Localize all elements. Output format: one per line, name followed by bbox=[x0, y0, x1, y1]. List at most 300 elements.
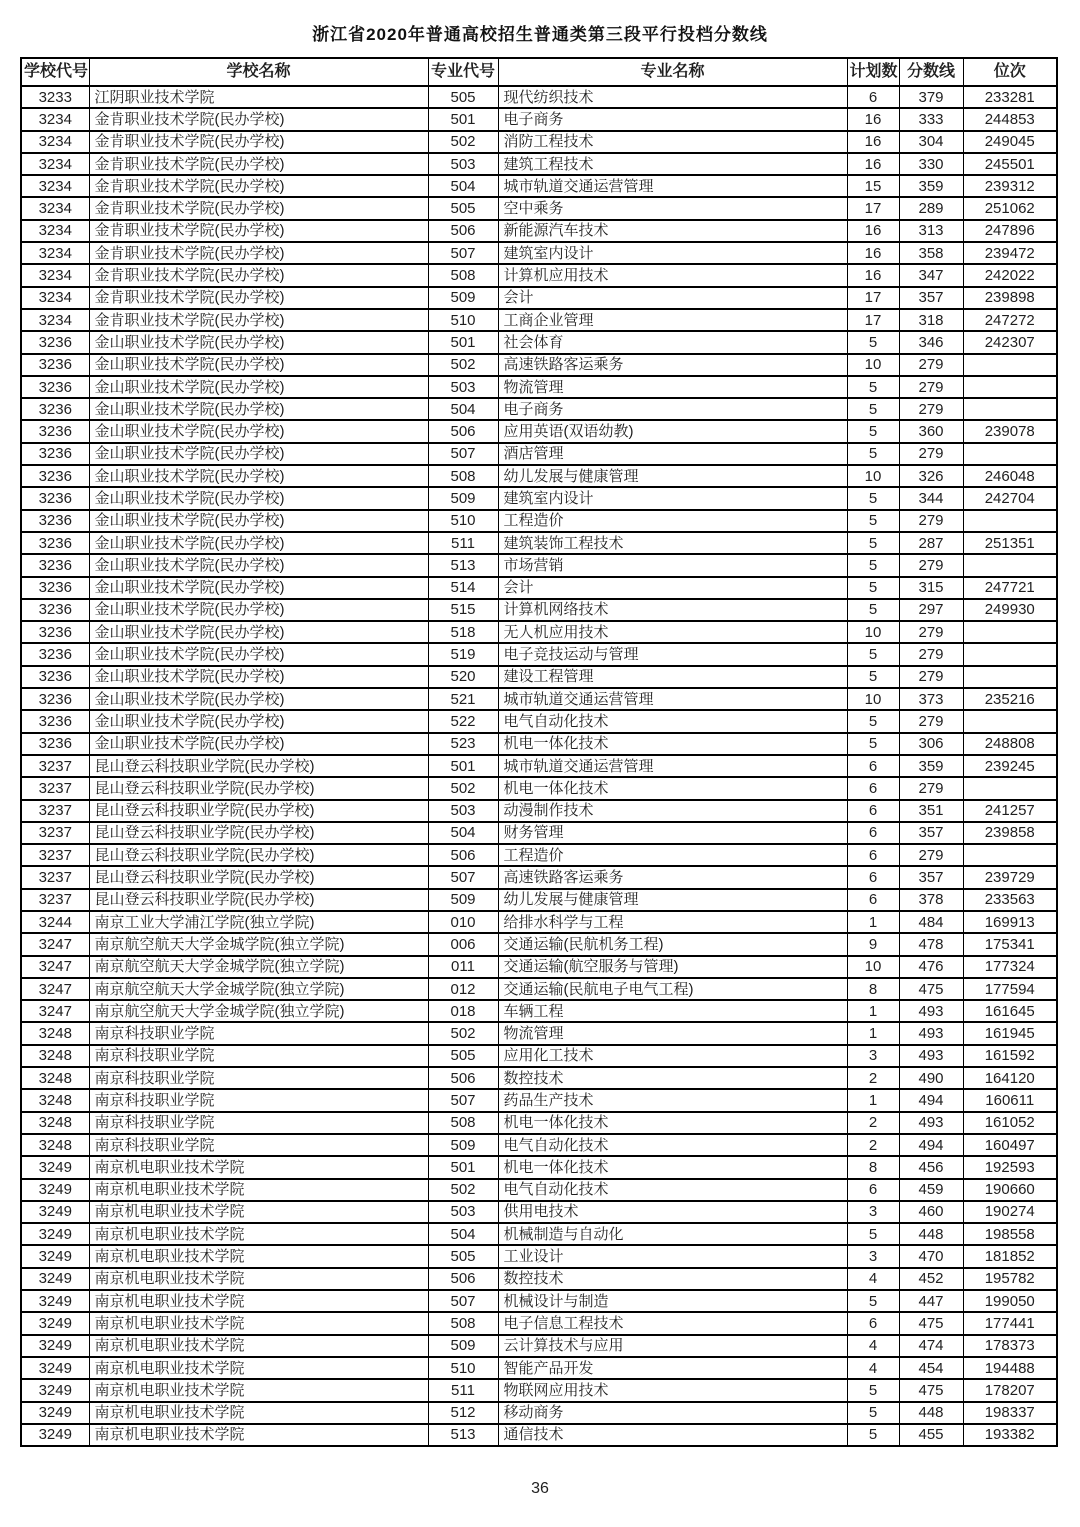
cell-score-line: 493 bbox=[899, 1045, 963, 1067]
cell-school-name: 南京机电职业技术学院 bbox=[89, 1268, 428, 1290]
cell-major-name: 电子竞技运动与管理 bbox=[498, 643, 847, 665]
cell-major-code: 010 bbox=[428, 911, 498, 933]
cell-major-code: 006 bbox=[428, 933, 498, 955]
cell-school-name: 金山职业技术学院(民办学校) bbox=[89, 331, 428, 353]
cell-school-code: 3233 bbox=[21, 86, 89, 108]
cell-major-code: 513 bbox=[428, 1424, 498, 1446]
cell-school-name: 南京科技职业学院 bbox=[89, 1022, 428, 1044]
cell-plan-count: 5 bbox=[847, 1290, 899, 1312]
cell-major-name: 机械设计与制造 bbox=[498, 1290, 847, 1312]
cell-rank: 161945 bbox=[963, 1022, 1057, 1044]
cell-major-name: 工程造价 bbox=[498, 510, 847, 532]
cell-school-code: 3249 bbox=[21, 1156, 89, 1178]
table-row bbox=[21, 532, 1057, 554]
cell-school-name: 南京机电职业技术学院 bbox=[89, 1312, 428, 1334]
cell-school-name: 南京科技职业学院 bbox=[89, 1134, 428, 1156]
cell-major-name: 城市轨道交通运营管理 bbox=[498, 755, 847, 777]
table-row bbox=[21, 643, 1057, 665]
cell-major-code: 507 bbox=[428, 1089, 498, 1111]
cell-school-name: 金山职业技术学院(民办学校) bbox=[89, 487, 428, 509]
cell-major-name: 应用英语(双语幼教) bbox=[498, 420, 847, 442]
cell-school-code: 3236 bbox=[21, 487, 89, 509]
cell-school-name: 金肯职业技术学院(民办学校) bbox=[89, 242, 428, 264]
cell-school-code: 3249 bbox=[21, 1335, 89, 1357]
cell-rank: 164120 bbox=[963, 1067, 1057, 1089]
cell-plan-count: 5 bbox=[847, 443, 899, 465]
cell-plan-count: 16 bbox=[847, 242, 899, 264]
table-row bbox=[21, 621, 1057, 643]
cell-score-line: 452 bbox=[899, 1268, 963, 1290]
cell-plan-count: 6 bbox=[847, 86, 899, 108]
column-header-rank: 位次 bbox=[963, 58, 1057, 86]
cell-major-name: 电气自动化技术 bbox=[498, 1179, 847, 1201]
cell-rank: 251351 bbox=[963, 532, 1057, 554]
cell-rank: 178207 bbox=[963, 1379, 1057, 1401]
cell-school-code: 3248 bbox=[21, 1067, 89, 1089]
cell-score-line: 456 bbox=[899, 1156, 963, 1178]
table-row bbox=[21, 86, 1057, 108]
cell-score-line: 330 bbox=[899, 153, 963, 175]
table-row bbox=[21, 1335, 1057, 1357]
cell-plan-count: 5 bbox=[847, 1379, 899, 1401]
table-row bbox=[21, 577, 1057, 599]
cell-rank bbox=[963, 844, 1057, 866]
cell-rank: 239858 bbox=[963, 822, 1057, 844]
cell-plan-count: 3 bbox=[847, 1245, 899, 1267]
cell-school-name: 南京机电职业技术学院 bbox=[89, 1357, 428, 1379]
cell-major-code: 510 bbox=[428, 1357, 498, 1379]
cell-school-name: 南京科技职业学院 bbox=[89, 1067, 428, 1089]
table-row bbox=[21, 398, 1057, 420]
cell-school-name: 金肯职业技术学院(民办学校) bbox=[89, 197, 428, 219]
cell-plan-count: 5 bbox=[847, 1424, 899, 1446]
cell-school-name: 南京机电职业技术学院 bbox=[89, 1245, 428, 1267]
cell-score-line: 333 bbox=[899, 108, 963, 130]
cell-plan-count: 10 bbox=[847, 688, 899, 710]
cell-major-name: 酒店管理 bbox=[498, 443, 847, 465]
cell-school-code: 3237 bbox=[21, 800, 89, 822]
cell-school-code: 3249 bbox=[21, 1201, 89, 1223]
cell-score-line: 493 bbox=[899, 1022, 963, 1044]
cell-rank bbox=[963, 621, 1057, 643]
cell-major-code: 511 bbox=[428, 532, 498, 554]
cell-plan-count: 4 bbox=[847, 1357, 899, 1379]
cell-major-name: 动漫制作技术 bbox=[498, 800, 847, 822]
cell-school-code: 3247 bbox=[21, 933, 89, 955]
cell-school-name: 金山职业技术学院(民办学校) bbox=[89, 643, 428, 665]
cell-school-name: 南京航空航天大学金城学院(独立学院) bbox=[89, 933, 428, 955]
cell-rank: 239729 bbox=[963, 866, 1057, 888]
cell-major-name: 会计 bbox=[498, 287, 847, 309]
cell-score-line: 359 bbox=[899, 175, 963, 197]
cell-major-code: 503 bbox=[428, 800, 498, 822]
cell-score-line: 346 bbox=[899, 331, 963, 353]
cell-school-name: 金肯职业技术学院(民办学校) bbox=[89, 153, 428, 175]
cell-school-name: 金山职业技术学院(民办学校) bbox=[89, 710, 428, 732]
table-row bbox=[21, 1245, 1057, 1267]
cell-score-line: 318 bbox=[899, 309, 963, 331]
cell-major-name: 工业设计 bbox=[498, 1245, 847, 1267]
score-table-body bbox=[21, 86, 1057, 1446]
cell-school-name: 南京机电职业技术学院 bbox=[89, 1156, 428, 1178]
cell-school-code: 3236 bbox=[21, 443, 89, 465]
cell-score-line: 357 bbox=[899, 822, 963, 844]
table-row bbox=[21, 108, 1057, 130]
cell-score-line: 279 bbox=[899, 398, 963, 420]
cell-school-code: 3248 bbox=[21, 1045, 89, 1067]
cell-plan-count: 16 bbox=[847, 220, 899, 242]
cell-rank bbox=[963, 443, 1057, 465]
cell-rank: 245501 bbox=[963, 153, 1057, 175]
cell-rank: 161052 bbox=[963, 1112, 1057, 1134]
cell-rank: 246048 bbox=[963, 465, 1057, 487]
cell-school-code: 3236 bbox=[21, 643, 89, 665]
cell-score-line: 448 bbox=[899, 1402, 963, 1424]
table-row bbox=[21, 354, 1057, 376]
cell-major-name: 电子商务 bbox=[498, 398, 847, 420]
table-row bbox=[21, 933, 1057, 955]
cell-major-code: 510 bbox=[428, 309, 498, 331]
table-row bbox=[21, 1201, 1057, 1223]
cell-rank: 193382 bbox=[963, 1424, 1057, 1446]
cell-score-line: 470 bbox=[899, 1245, 963, 1267]
table-row bbox=[21, 465, 1057, 487]
cell-school-code: 3237 bbox=[21, 844, 89, 866]
cell-major-name: 药品生产技术 bbox=[498, 1089, 847, 1111]
page-title: 浙江省2020年普通高校招生普通类第三段平行投档分数线 bbox=[312, 25, 768, 44]
cell-school-code: 3237 bbox=[21, 777, 89, 799]
cell-major-code: 520 bbox=[428, 666, 498, 688]
table-row bbox=[21, 1312, 1057, 1334]
cell-major-name: 消防工程技术 bbox=[498, 131, 847, 153]
cell-plan-count: 5 bbox=[847, 599, 899, 621]
cell-major-code: 504 bbox=[428, 175, 498, 197]
cell-major-code: 502 bbox=[428, 777, 498, 799]
cell-rank: 177441 bbox=[963, 1312, 1057, 1334]
column-header-major-code: 专业代号 bbox=[428, 58, 498, 86]
cell-school-name: 南京科技职业学院 bbox=[89, 1089, 428, 1111]
cell-school-name: 南京航空航天大学金城学院(独立学院) bbox=[89, 1000, 428, 1022]
cell-score-line: 279 bbox=[899, 510, 963, 532]
cell-rank bbox=[963, 777, 1057, 799]
cell-rank bbox=[963, 643, 1057, 665]
cell-score-line: 351 bbox=[899, 800, 963, 822]
cell-score-line: 460 bbox=[899, 1201, 963, 1223]
cell-rank: 242307 bbox=[963, 331, 1057, 353]
cell-score-line: 313 bbox=[899, 220, 963, 242]
cell-school-name: 江阴职业技术学院 bbox=[89, 86, 428, 108]
cell-plan-count: 6 bbox=[847, 822, 899, 844]
cell-major-code: 018 bbox=[428, 1000, 498, 1022]
cell-rank: 181852 bbox=[963, 1245, 1057, 1267]
cell-school-code: 3248 bbox=[21, 1022, 89, 1044]
cell-school-code: 3244 bbox=[21, 911, 89, 933]
cell-score-line: 373 bbox=[899, 688, 963, 710]
cell-plan-count: 5 bbox=[847, 666, 899, 688]
cell-major-name: 城市轨道交通运营管理 bbox=[498, 175, 847, 197]
cell-school-name: 金山职业技术学院(民办学校) bbox=[89, 376, 428, 398]
cell-school-name: 昆山登云科技职业学院(民办学校) bbox=[89, 777, 428, 799]
cell-plan-count: 8 bbox=[847, 1156, 899, 1178]
cell-rank: 244853 bbox=[963, 108, 1057, 130]
cell-major-name: 交通运输(航空服务与管理) bbox=[498, 956, 847, 978]
cell-plan-count: 16 bbox=[847, 264, 899, 286]
cell-major-code: 515 bbox=[428, 599, 498, 621]
cell-rank: 198337 bbox=[963, 1402, 1057, 1424]
cell-major-name: 新能源汽车技术 bbox=[498, 220, 847, 242]
cell-rank: 190660 bbox=[963, 1179, 1057, 1201]
cell-school-code: 3236 bbox=[21, 554, 89, 576]
cell-rank: 177594 bbox=[963, 978, 1057, 1000]
cell-rank bbox=[963, 510, 1057, 532]
cell-score-line: 279 bbox=[899, 554, 963, 576]
cell-school-name: 金山职业技术学院(民办学校) bbox=[89, 688, 428, 710]
cell-major-name: 电子商务 bbox=[498, 108, 847, 130]
cell-major-name: 机电一体化技术 bbox=[498, 1112, 847, 1134]
cell-major-code: 503 bbox=[428, 153, 498, 175]
cell-school-code: 3236 bbox=[21, 599, 89, 621]
cell-major-name: 建筑室内设计 bbox=[498, 487, 847, 509]
cell-major-name: 工商企业管理 bbox=[498, 309, 847, 331]
table-row bbox=[21, 733, 1057, 755]
cell-school-name: 南京航空航天大学金城学院(独立学院) bbox=[89, 956, 428, 978]
cell-school-name: 南京机电职业技术学院 bbox=[89, 1424, 428, 1446]
cell-score-line: 476 bbox=[899, 956, 963, 978]
cell-school-code: 3248 bbox=[21, 1112, 89, 1134]
table-row bbox=[21, 844, 1057, 866]
cell-school-code: 3248 bbox=[21, 1089, 89, 1111]
cell-rank: 251062 bbox=[963, 197, 1057, 219]
cell-major-code: 504 bbox=[428, 1223, 498, 1245]
table-row bbox=[21, 1000, 1057, 1022]
cell-plan-count: 15 bbox=[847, 175, 899, 197]
cell-rank: 178373 bbox=[963, 1335, 1057, 1357]
cell-score-line: 459 bbox=[899, 1179, 963, 1201]
cell-major-code: 508 bbox=[428, 264, 498, 286]
cell-plan-count: 1 bbox=[847, 1089, 899, 1111]
cell-rank: 199050 bbox=[963, 1290, 1057, 1312]
table-row bbox=[21, 153, 1057, 175]
cell-school-code: 3234 bbox=[21, 197, 89, 219]
cell-school-code: 3249 bbox=[21, 1312, 89, 1334]
cell-rank bbox=[963, 554, 1057, 576]
cell-major-name: 交通运输(民航电子电气工程) bbox=[498, 978, 847, 1000]
cell-rank: 235216 bbox=[963, 688, 1057, 710]
cell-plan-count: 10 bbox=[847, 956, 899, 978]
table-row bbox=[21, 911, 1057, 933]
table-row bbox=[21, 1134, 1057, 1156]
cell-rank: 169913 bbox=[963, 911, 1057, 933]
cell-plan-count: 16 bbox=[847, 108, 899, 130]
cell-major-code: 504 bbox=[428, 398, 498, 420]
cell-score-line: 493 bbox=[899, 1000, 963, 1022]
cell-major-code: 508 bbox=[428, 1312, 498, 1334]
cell-rank: 247896 bbox=[963, 220, 1057, 242]
cell-school-code: 3247 bbox=[21, 978, 89, 1000]
cell-major-code: 505 bbox=[428, 197, 498, 219]
cell-score-line: 279 bbox=[899, 844, 963, 866]
cell-school-name: 南京机电职业技术学院 bbox=[89, 1402, 428, 1424]
cell-major-code: 512 bbox=[428, 1402, 498, 1424]
cell-major-name: 通信技术 bbox=[498, 1424, 847, 1446]
cell-major-code: 507 bbox=[428, 242, 498, 264]
cell-major-name: 电气自动化技术 bbox=[498, 1134, 847, 1156]
cell-score-line: 494 bbox=[899, 1089, 963, 1111]
cell-rank: 242022 bbox=[963, 264, 1057, 286]
cell-major-name: 市场营销 bbox=[498, 554, 847, 576]
cell-school-name: 金肯职业技术学院(民办学校) bbox=[89, 220, 428, 242]
cell-plan-count: 10 bbox=[847, 465, 899, 487]
cell-major-code: 501 bbox=[428, 755, 498, 777]
cell-school-code: 3236 bbox=[21, 354, 89, 376]
cell-major-name: 现代纺织技术 bbox=[498, 86, 847, 108]
cell-rank bbox=[963, 666, 1057, 688]
cell-major-code: 509 bbox=[428, 1134, 498, 1156]
cell-score-line: 279 bbox=[899, 666, 963, 688]
cell-score-line: 475 bbox=[899, 978, 963, 1000]
cell-rank: 242704 bbox=[963, 487, 1057, 509]
cell-score-line: 490 bbox=[899, 1067, 963, 1089]
cell-score-line: 279 bbox=[899, 643, 963, 665]
cell-school-name: 金肯职业技术学院(民办学校) bbox=[89, 309, 428, 331]
cell-major-name: 机电一体化技术 bbox=[498, 777, 847, 799]
cell-major-code: 505 bbox=[428, 1045, 498, 1067]
cell-school-code: 3237 bbox=[21, 866, 89, 888]
cell-major-name: 幼儿发展与健康管理 bbox=[498, 889, 847, 911]
cell-school-name: 金山职业技术学院(民办学校) bbox=[89, 465, 428, 487]
cell-school-name: 南京航空航天大学金城学院(独立学院) bbox=[89, 978, 428, 1000]
cell-school-code: 3249 bbox=[21, 1424, 89, 1446]
table-row bbox=[21, 755, 1057, 777]
cell-major-code: 514 bbox=[428, 577, 498, 599]
cell-major-code: 507 bbox=[428, 443, 498, 465]
cell-rank: 190274 bbox=[963, 1201, 1057, 1223]
cell-school-code: 3249 bbox=[21, 1223, 89, 1245]
cell-major-name: 交通运输(民航机务工程) bbox=[498, 933, 847, 955]
cell-rank bbox=[963, 398, 1057, 420]
cell-school-name: 金肯职业技术学院(民办学校) bbox=[89, 175, 428, 197]
cell-score-line: 360 bbox=[899, 420, 963, 442]
cell-rank: 233563 bbox=[963, 889, 1057, 911]
cell-plan-count: 5 bbox=[847, 487, 899, 509]
table-row bbox=[21, 175, 1057, 197]
cell-plan-count: 6 bbox=[847, 889, 899, 911]
table-row bbox=[21, 1290, 1057, 1312]
cell-major-name: 移动商务 bbox=[498, 1402, 847, 1424]
cell-rank: 239078 bbox=[963, 420, 1057, 442]
column-header-school-name: 学校名称 bbox=[89, 58, 428, 86]
cell-rank: 161592 bbox=[963, 1045, 1057, 1067]
cell-school-name: 昆山登云科技职业学院(民办学校) bbox=[89, 822, 428, 844]
cell-plan-count: 10 bbox=[847, 621, 899, 643]
cell-rank: 241257 bbox=[963, 800, 1057, 822]
cell-school-code: 3234 bbox=[21, 220, 89, 242]
cell-major-code: 502 bbox=[428, 354, 498, 376]
table-row bbox=[21, 264, 1057, 286]
cell-rank bbox=[963, 710, 1057, 732]
cell-school-name: 金山职业技术学院(民办学校) bbox=[89, 733, 428, 755]
cell-major-name: 计算机应用技术 bbox=[498, 264, 847, 286]
table-row bbox=[21, 889, 1057, 911]
cell-school-name: 金山职业技术学院(民办学校) bbox=[89, 621, 428, 643]
cell-plan-count: 6 bbox=[847, 844, 899, 866]
table-row bbox=[21, 800, 1057, 822]
cell-rank: 249045 bbox=[963, 131, 1057, 153]
table-row bbox=[21, 978, 1057, 1000]
cell-rank: 192593 bbox=[963, 1156, 1057, 1178]
cell-plan-count: 17 bbox=[847, 287, 899, 309]
table-row bbox=[21, 1022, 1057, 1044]
cell-major-name: 物流管理 bbox=[498, 1022, 847, 1044]
cell-rank: 239472 bbox=[963, 242, 1057, 264]
cell-school-code: 3236 bbox=[21, 376, 89, 398]
cell-major-code: 506 bbox=[428, 1067, 498, 1089]
cell-score-line: 478 bbox=[899, 933, 963, 955]
cell-score-line: 297 bbox=[899, 599, 963, 621]
cell-rank: 160497 bbox=[963, 1134, 1057, 1156]
cell-rank: 239245 bbox=[963, 755, 1057, 777]
cell-plan-count: 5 bbox=[847, 376, 899, 398]
table-row bbox=[21, 376, 1057, 398]
cell-score-line: 475 bbox=[899, 1312, 963, 1334]
cell-major-code: 509 bbox=[428, 889, 498, 911]
cell-school-code: 3236 bbox=[21, 420, 89, 442]
cell-school-name: 南京机电职业技术学院 bbox=[89, 1290, 428, 1312]
table-row bbox=[21, 1402, 1057, 1424]
cell-school-code: 3234 bbox=[21, 242, 89, 264]
cell-rank bbox=[963, 354, 1057, 376]
table-row bbox=[21, 487, 1057, 509]
cell-plan-count: 5 bbox=[847, 532, 899, 554]
cell-major-code: 506 bbox=[428, 1268, 498, 1290]
cell-school-code: 3236 bbox=[21, 398, 89, 420]
cell-score-line: 347 bbox=[899, 264, 963, 286]
cell-rank: 160611 bbox=[963, 1089, 1057, 1111]
cell-major-code: 518 bbox=[428, 621, 498, 643]
cell-school-name: 金山职业技术学院(民办学校) bbox=[89, 599, 428, 621]
cell-school-code: 3237 bbox=[21, 822, 89, 844]
cell-major-code: 507 bbox=[428, 1290, 498, 1312]
table-row bbox=[21, 1424, 1057, 1446]
table-row bbox=[21, 777, 1057, 799]
cell-plan-count: 16 bbox=[847, 153, 899, 175]
cell-rank: 198558 bbox=[963, 1223, 1057, 1245]
table-row bbox=[21, 220, 1057, 242]
cell-school-name: 南京工业大学浦江学院(独立学院) bbox=[89, 911, 428, 933]
cell-major-name: 空中乘务 bbox=[498, 197, 847, 219]
cell-school-name: 昆山登云科技职业学院(民办学校) bbox=[89, 844, 428, 866]
cell-school-code: 3247 bbox=[21, 1000, 89, 1022]
cell-plan-count: 6 bbox=[847, 755, 899, 777]
cell-score-line: 279 bbox=[899, 621, 963, 643]
cell-school-code: 3236 bbox=[21, 621, 89, 643]
table-row bbox=[21, 688, 1057, 710]
cell-rank bbox=[963, 376, 1057, 398]
cell-school-code: 3234 bbox=[21, 108, 89, 130]
cell-plan-count: 5 bbox=[847, 577, 899, 599]
cell-major-code: 502 bbox=[428, 1022, 498, 1044]
cell-plan-count: 1 bbox=[847, 911, 899, 933]
cell-major-code: 508 bbox=[428, 1112, 498, 1134]
cell-school-name: 金山职业技术学院(民办学校) bbox=[89, 510, 428, 532]
cell-plan-count: 4 bbox=[847, 1268, 899, 1290]
cell-major-name: 电子信息工程技术 bbox=[498, 1312, 847, 1334]
table-row bbox=[21, 866, 1057, 888]
cell-score-line: 455 bbox=[899, 1424, 963, 1446]
cell-major-name: 城市轨道交通运营管理 bbox=[498, 688, 847, 710]
cell-score-line: 358 bbox=[899, 242, 963, 264]
cell-plan-count: 5 bbox=[847, 554, 899, 576]
